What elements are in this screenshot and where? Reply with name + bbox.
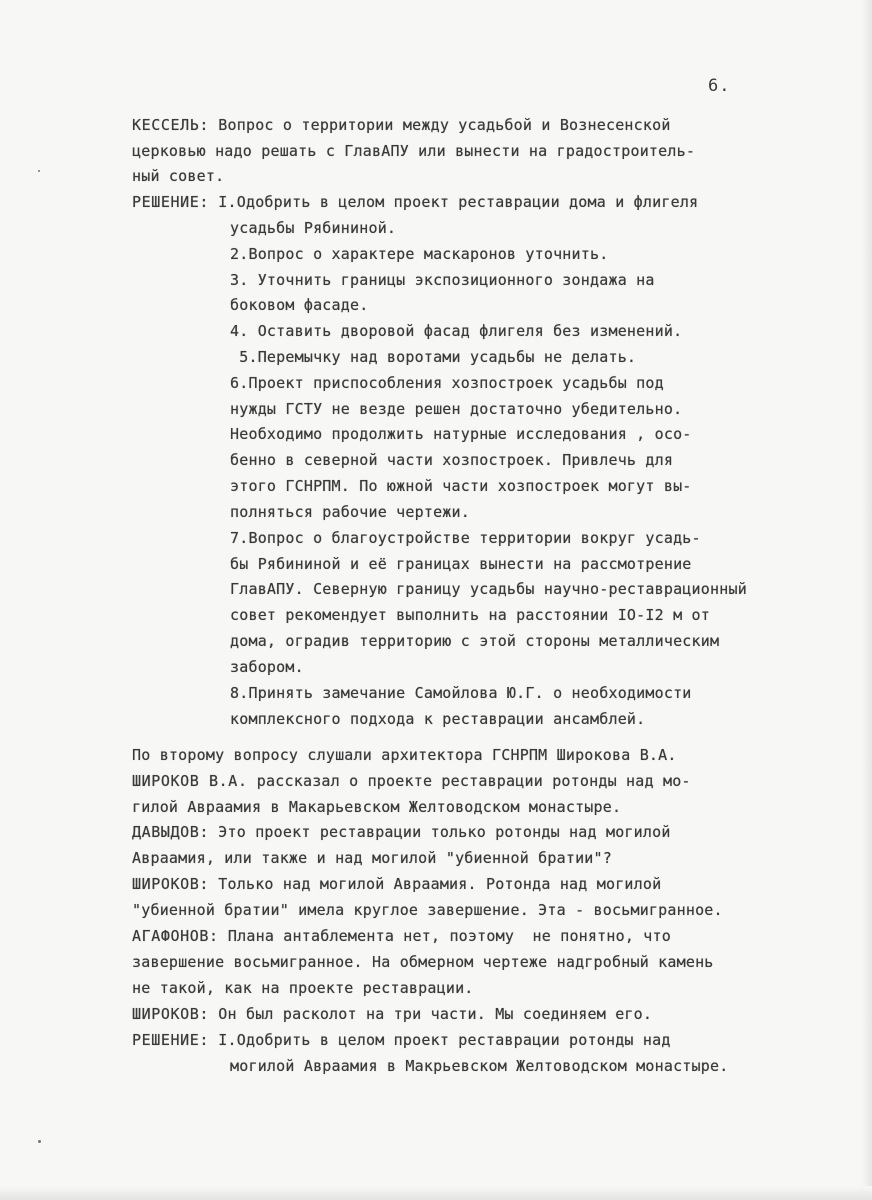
line-text: Это проект реставрации только ротонды над могилой <box>209 823 671 841</box>
line-text: бенно в северной части хозпостроек. Привлечь для <box>230 451 674 469</box>
paper-speck <box>38 170 40 172</box>
text-line <box>230 318 682 344</box>
text-line <box>132 897 723 923</box>
text-line <box>230 344 636 370</box>
page-bottom-shadow <box>0 1186 872 1200</box>
line-text: 2.Вопрос о характере маскаронов уточнить. <box>230 245 609 263</box>
line-text: полняться рабочие чертежи. <box>230 503 470 521</box>
text-line <box>132 138 695 164</box>
line-text: усадьбы Рябининой. <box>230 219 397 237</box>
text-line <box>230 241 608 267</box>
speaker-label: АГАФОНОВ: <box>132 927 219 945</box>
text-line <box>230 267 655 293</box>
line-text: бы Рябининой и её границах вынести на рассмотрение <box>230 555 692 573</box>
line-text: рассказал о проекте реставрации ротонды над мо- <box>247 772 691 790</box>
line-text: нужды ГСТУ не везде решен достаточно убедительно. <box>230 400 683 418</box>
text-line <box>132 845 612 871</box>
text-line <box>230 680 692 706</box>
line-text: ГлавАПУ. Северную границу усадьбы научно-реставрационный <box>230 580 747 598</box>
text-line <box>230 499 470 525</box>
line-text: Только над могилой Авраамия. Ротонда над могилой <box>209 875 662 893</box>
speaker-label: РЕШЕНИЕ: <box>132 193 210 211</box>
text-line <box>230 421 692 447</box>
speaker-label: РЕШЕНИЕ: <box>132 1031 210 1049</box>
line-text: ный совет. <box>132 167 225 185</box>
page-number: 6. <box>708 76 731 96</box>
line-text: не такой, как на проекте реставрации. <box>132 979 474 997</box>
paper-speck <box>38 1140 41 1143</box>
text-line <box>230 292 368 318</box>
line-text: завершение восьмигранное. На обмерном чертеже надгробный камень <box>132 953 714 971</box>
text-line <box>230 654 304 680</box>
line-text: могилой Авраамия в Макрьевском Желтоводском монастыре. <box>230 1057 729 1075</box>
line-text: боковом фасаде. <box>230 296 369 314</box>
speaker-label: ДАВЫДОВ: <box>132 823 210 841</box>
text-line <box>132 1001 652 1027</box>
line-text: Необходимо продолжить натурные исследования , осо- <box>230 425 692 443</box>
text-line <box>132 163 224 189</box>
text-line <box>132 975 474 1001</box>
text-line <box>132 189 698 215</box>
line-text: Вопрос о территории между усадьбой и Вознесенской <box>209 116 671 134</box>
text-line <box>230 215 396 241</box>
line-text: По второму вопросу слушали архитектора ГСНРПМ Широкова В.А. <box>132 746 677 764</box>
speaker-label: ШИРОКОВ: <box>132 875 210 893</box>
line-text: 3. Уточнить границы экспозиционного зондажа на <box>230 271 655 289</box>
speaker-label: ШИРОКОВ: <box>132 1005 210 1023</box>
text-line <box>230 1053 728 1079</box>
text-line <box>230 628 719 654</box>
line-text: комплексного подхода к реставрации ансамблей. <box>230 710 646 728</box>
line-text: 4. Оставить дворовой фасад флигеля без изменений. <box>230 322 683 340</box>
line-text: Авраамия, или также и над могилой "убиенной братии"? <box>132 849 612 867</box>
text-line <box>230 551 692 577</box>
line-text: I.Одобрить в целом проект реставрации ротонды над <box>209 1031 671 1049</box>
line-text: I.Одобрить в целом проект реставрации дома и флигеля <box>209 193 699 211</box>
text-line <box>132 1027 671 1053</box>
line-text: церковью надо решать с ГлавАПУ или вынести на градостроитель- <box>132 142 696 160</box>
line-text: Он был расколот на три части. Мы соединяем его. <box>209 1005 653 1023</box>
text-line <box>132 871 661 897</box>
line-text: "убиенной братии" имела круглое завершение. Эта - восьмигранное. <box>132 901 723 919</box>
line-text: 7.Вопрос о благоустройстве территории вокруг усадь- <box>230 529 701 547</box>
line-text: этого ГСНРПМ. По южной части хозпостроек могут вы- <box>230 477 692 495</box>
line-text: дома, оградив территорию с этой стороны металлическим <box>230 632 720 650</box>
line-text: Плана антаблемента нет, поэтому не понятно, что <box>218 927 671 945</box>
text-line <box>132 949 714 975</box>
text-line <box>230 602 710 628</box>
text-line <box>132 819 671 845</box>
page-edge-shadow <box>862 0 872 1200</box>
text-line <box>132 768 691 794</box>
line-text: совет рекомендует выполнить на расстоянии IO-I2 м от <box>230 606 710 624</box>
text-line <box>230 447 673 473</box>
text-line <box>132 794 621 820</box>
speaker-label: КЕССЕЛЬ: <box>132 116 210 134</box>
line-text: 8.Принять замечание Самойлова Ю.Г. о необходимости <box>230 684 692 702</box>
text-line <box>230 473 692 499</box>
line-text: гилой Авраамия в Макарьевском Желтоводском монастыре. <box>132 798 622 816</box>
line-text: 5.Перемычку над воротами усадьбы не делать. <box>230 348 637 366</box>
line-text: забором. <box>230 658 304 676</box>
text-line <box>132 112 671 138</box>
text-line <box>230 525 701 551</box>
line-text: 6.Проект приспособления хозпостроек усадьбы под <box>230 374 664 392</box>
text-line <box>230 396 682 422</box>
text-line <box>230 706 645 732</box>
text-line <box>230 370 664 396</box>
text-line <box>132 923 671 949</box>
speaker-label: ШИРОКОВ В.А. <box>132 772 248 790</box>
text-line <box>230 576 747 602</box>
text-line <box>132 742 677 768</box>
